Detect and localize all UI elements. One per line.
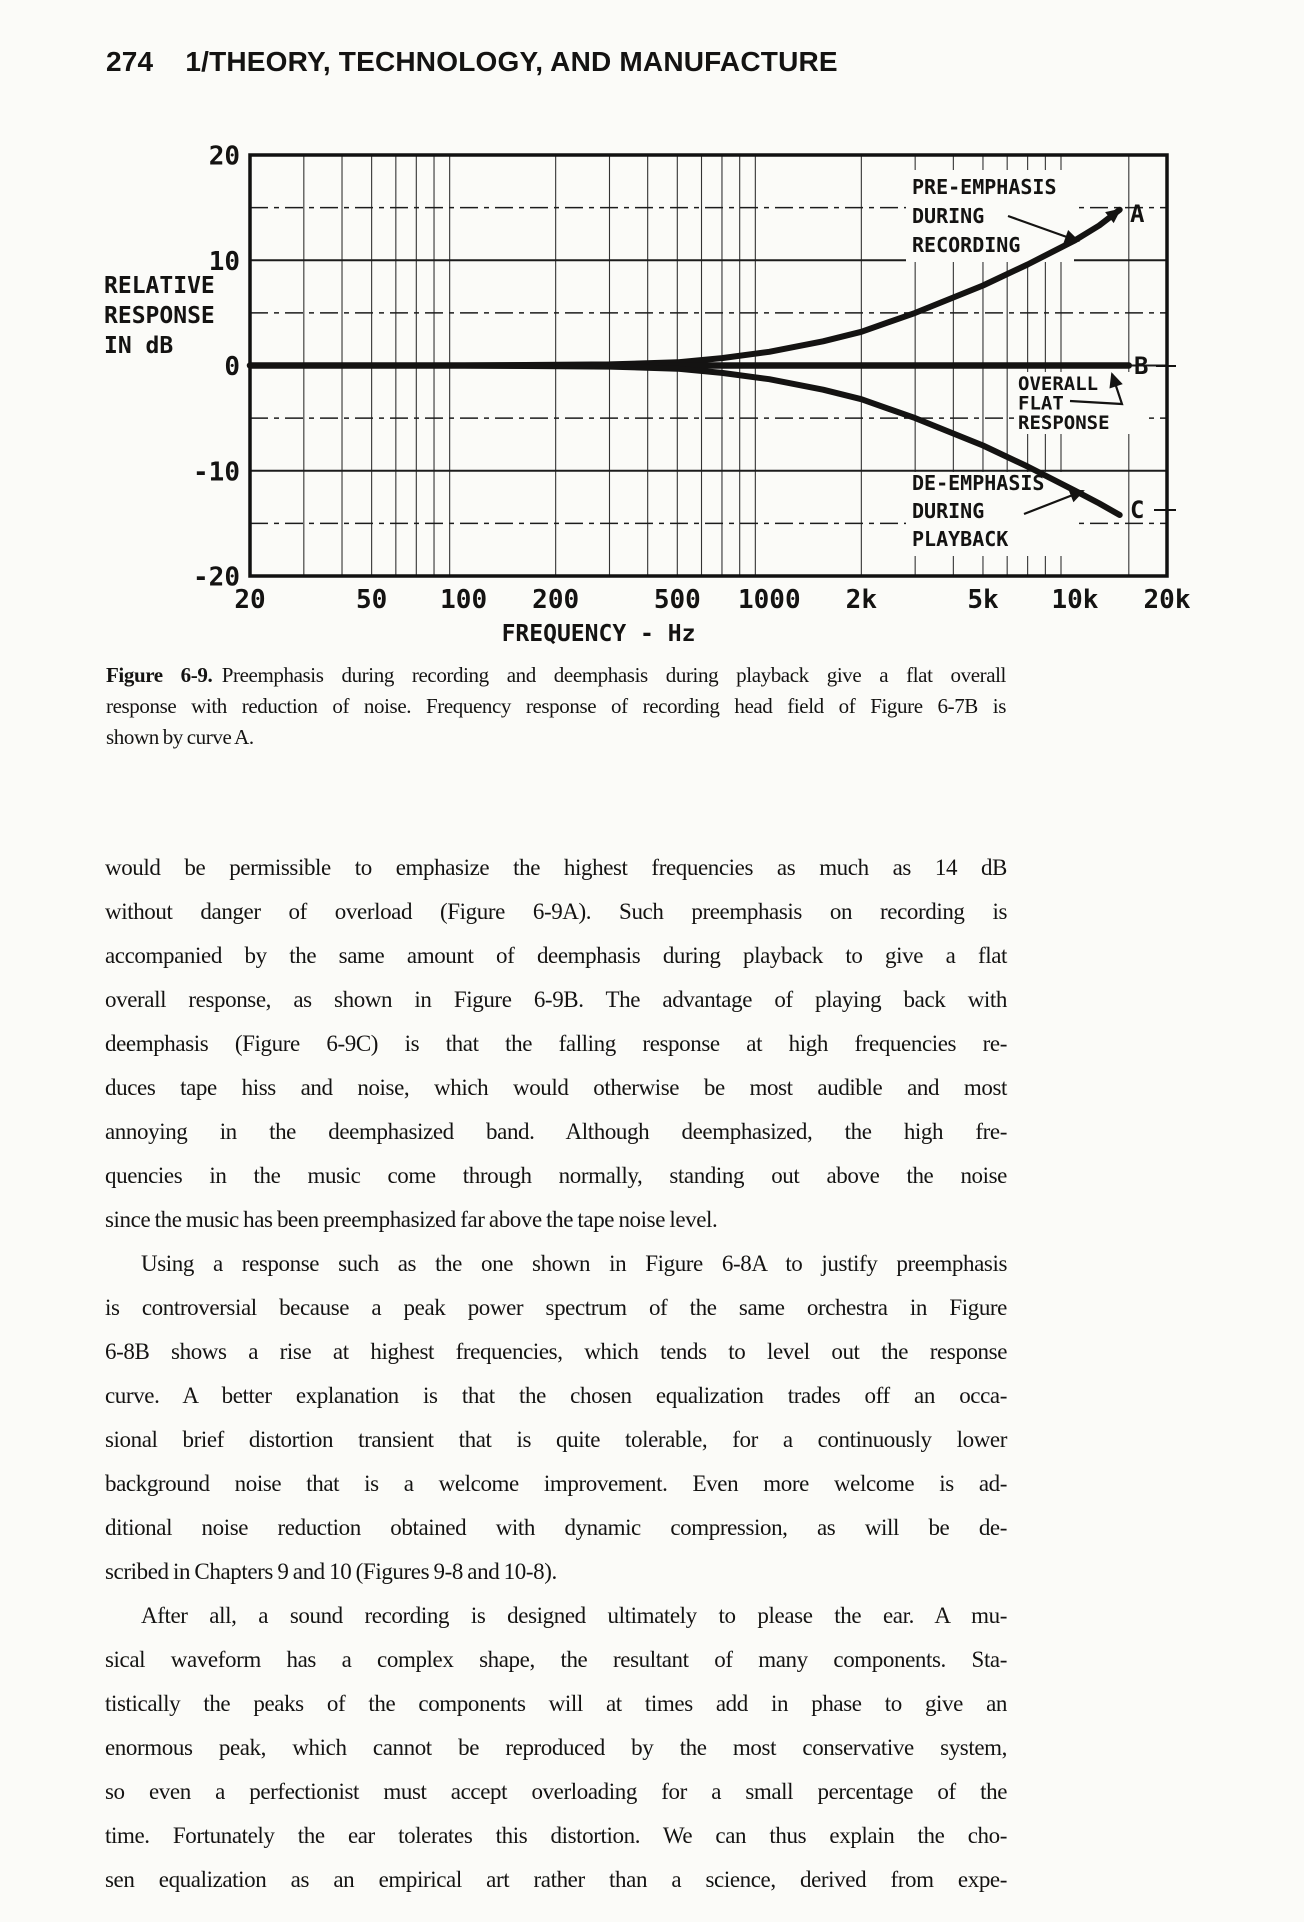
annotation-preemphasis: DURING xyxy=(912,204,985,228)
body-text-line: without danger of overload (Figure 6-9A). Such preemphasis on recording is xyxy=(105,899,1007,924)
body-text-line: Using a response such as the one shown in Figure 6-8A to justify preemphasis xyxy=(141,1251,1007,1276)
y-tick-label: 10 xyxy=(208,246,240,277)
curve-label-a: A xyxy=(1130,200,1145,228)
x-tick-label: 2k xyxy=(845,585,877,615)
annotation-flat: FLAT xyxy=(1018,392,1064,415)
body-text-line: duces tape hiss and noise, which would otherwise be most audible and most xyxy=(105,1075,1007,1100)
body-text-line: enormous peak, which cannot be reproduced by the most conservative system, xyxy=(105,1735,1007,1760)
x-tick-label: 100 xyxy=(440,585,488,615)
figure-caption xyxy=(106,660,1006,753)
caption-line: response with reduction of noise. Frequency response of recording head field of Figure 6-7B is xyxy=(106,694,1006,718)
body-text-line: quencies in the music come through normally, standing out above the noise xyxy=(105,1163,1007,1188)
body-text-line: time. Fortunately the ear tolerates this distortion. We can thus explain the cho- xyxy=(105,1823,1007,1848)
body-text-line: would be permissible to emphasize the highest frequencies as much as 14 dB xyxy=(105,855,1007,880)
annotation-preemphasis: PRE-EMPHASIS xyxy=(912,175,1057,199)
body-text-line: sen equalization as an empirical art rather than a science, derived from expe- xyxy=(105,1867,1007,1892)
body-text xyxy=(105,846,1007,1902)
annotation-deemphasis: DURING xyxy=(912,499,985,523)
running-title: 1/THEORY, TECHNOLOGY, AND MANUFACTURE xyxy=(185,46,838,77)
y-axis-title: IN dB xyxy=(104,333,174,359)
annotation-flat: OVERALL xyxy=(1018,373,1099,395)
body-text-line: background noise that is a welcome improvement. Even more welcome is ad- xyxy=(105,1471,1007,1496)
annotation-deemphasis: DE-EMPHASIS xyxy=(912,471,1045,495)
body-text-line: scribed in Chapters 9 and 10 (Figures 9-8 and 10-8). xyxy=(105,1559,557,1584)
body-text-line: sional brief distortion transient that is quite tolerable, for a continuously lower xyxy=(105,1427,1007,1452)
page-number: 274 xyxy=(106,46,154,77)
caption-text: Preemphasis during recording and deemphasis during playback give a flat overall xyxy=(221,663,1006,687)
body-text-line: tistically the peaks of the components will at times add in phase to give an xyxy=(105,1691,1007,1716)
body-text-line: annoying in the deemphasized band. Although deemphasized, the high fre- xyxy=(105,1119,1007,1144)
y-tick-label: -20 xyxy=(193,562,240,593)
curve-label-b: B xyxy=(1134,352,1149,380)
x-tick-label: 50 xyxy=(355,585,388,615)
body-text-line: overall response, as shown in Figure 6-9B. The advantage of playing back with xyxy=(105,987,1007,1012)
x-tick-label: 20k xyxy=(1143,585,1191,615)
caption-line: shown by curve A. xyxy=(106,725,254,749)
body-text-line: curve. A better explanation is that the chosen equalization trades off an occa- xyxy=(105,1383,1007,1408)
body-text-line: 6-8B shows a rise at highest frequencies, which tends to level out the response xyxy=(105,1339,1007,1364)
body-text-line: accompanied by the same amount of deemphasis during playback to give a flat xyxy=(105,943,1007,968)
body-text-line: deemphasis (Figure 6-9C) is that the falling response at high frequencies re- xyxy=(105,1031,1007,1056)
body-text-line: so even a perfectionist must accept overloading for a small percentage of the xyxy=(105,1779,1007,1804)
x-tick-label: 1000 xyxy=(738,585,801,615)
y-tick-label: -10 xyxy=(193,457,240,488)
x-tick-label: 500 xyxy=(653,585,701,615)
caption-figure-label: Figure 6-9. xyxy=(106,663,213,687)
body-text-line: ditional noise reduction obtained with dynamic compression, as will be de- xyxy=(105,1515,1007,1540)
body-text-line: sical waveform has a complex shape, the resultant of many components. Sta- xyxy=(105,1647,1007,1672)
x-tick-label: 200 xyxy=(532,585,580,615)
annotation-flat: RESPONSE xyxy=(1018,412,1110,434)
body-text-line: is controversial because a peak power spectrum of the same orchestra in Figure xyxy=(105,1295,1007,1320)
annotation-preemphasis: RECORDING xyxy=(912,233,1021,257)
x-tick-label: 10k xyxy=(1051,585,1099,615)
y-tick-label: 0 xyxy=(224,352,240,382)
body-text-line: since the music has been preemphasized far above the tape noise level. xyxy=(105,1207,718,1232)
annotation-deemphasis: PLAYBACK xyxy=(912,527,1009,551)
y-axis-title: RELATIVE xyxy=(104,273,215,299)
x-tick-label: 5k xyxy=(967,585,999,615)
x-axis-title: FREQUENCY - Hz xyxy=(501,621,696,647)
y-tick-label: 20 xyxy=(208,141,240,172)
y-axis-title: RESPONSE xyxy=(104,303,215,329)
body-text-line: After all, a sound recording is designed ultimately to please the ear. A mu- xyxy=(141,1603,1007,1628)
caption-line xyxy=(106,660,1006,691)
curve-label-c: C xyxy=(1130,496,1145,524)
x-tick-label: 20 xyxy=(234,585,266,615)
